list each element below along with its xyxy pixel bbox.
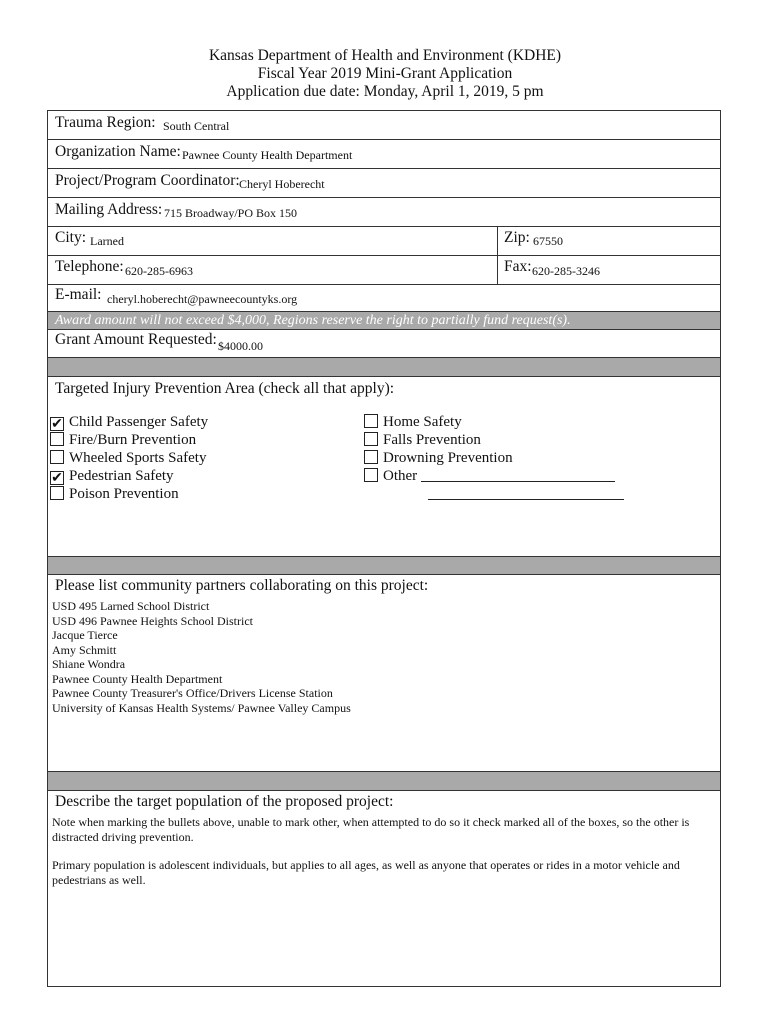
checkbox-home-safety[interactable] xyxy=(364,413,462,431)
trauma-region-label: Trauma Region: xyxy=(55,114,156,131)
checkbox-label: Other xyxy=(383,468,418,484)
checkbox-box[interactable] xyxy=(364,450,378,464)
population-text[interactable] xyxy=(52,815,712,901)
coordinator-label: Project/Program Coordinator: xyxy=(55,172,240,189)
other-input-line-1[interactable] xyxy=(421,481,615,482)
telephone-field[interactable]: 620-285-6963 xyxy=(125,264,193,278)
checkbox-box[interactable] xyxy=(50,432,64,446)
section-divider xyxy=(48,772,720,791)
partners-section xyxy=(48,575,720,772)
partners-list[interactable] xyxy=(52,599,351,715)
partner-item: University of Kansas Health Systems/ Pawnee Valley Campus xyxy=(52,700,351,715)
email-field[interactable]: cheryl.hoberecht@pawneecountyks.org xyxy=(107,292,298,306)
checkbox-drowning-prevention[interactable] xyxy=(364,449,513,467)
checkbox-child-passenger-safety[interactable] xyxy=(50,413,208,431)
city-field[interactable]: Larned xyxy=(90,234,124,248)
population-heading: Describe the target population of the proposed project: xyxy=(55,793,394,810)
checkbox-box[interactable] xyxy=(364,468,378,482)
partners-heading: Please list community partners collaborating on this project: xyxy=(55,577,429,594)
checkbox-label: Wheeled Sports Safety xyxy=(69,450,207,466)
checkbox-box[interactable] xyxy=(364,414,378,428)
fax-label: Fax: xyxy=(504,258,532,275)
coordinator-field[interactable]: Cheryl Hoberecht xyxy=(239,177,325,191)
population-section xyxy=(48,791,720,987)
checkbox-falls-prevention[interactable] xyxy=(364,431,481,449)
trauma-region-field[interactable]: South Central xyxy=(163,119,230,133)
mailing-field[interactable]: 715 Broadway/PO Box 150 xyxy=(164,206,297,220)
zip-field[interactable]: 67550 xyxy=(533,234,563,248)
application-form xyxy=(47,110,721,987)
grant-label: Grant Amount Requested: xyxy=(55,331,217,348)
city-label: City: xyxy=(55,229,87,246)
checkbox-label: Fire/Burn Prevention xyxy=(69,432,197,448)
mailing-row xyxy=(48,198,720,227)
partner-item: Amy Schmitt xyxy=(52,642,117,657)
checkbox-box[interactable]: ✔ xyxy=(51,417,63,432)
checkbox-label: Drowning Prevention xyxy=(383,450,513,466)
checkbox-box[interactable] xyxy=(50,450,64,464)
partner-item: Jacque Tierce xyxy=(52,628,118,642)
partner-item: Shiane Wondra xyxy=(52,657,126,671)
phone-fax-row xyxy=(48,256,720,285)
city-zip-row xyxy=(48,227,720,256)
section-divider xyxy=(48,358,720,377)
checkbox-other[interactable] xyxy=(364,467,417,485)
other-input-line-2[interactable] xyxy=(428,499,624,500)
checkbox-box[interactable] xyxy=(50,486,64,500)
checkbox-box[interactable]: ✔ xyxy=(51,471,63,486)
checkbox-label: Home Safety xyxy=(383,414,462,430)
partner-item: Pawnee County Treasurer's Office/Drivers License Station xyxy=(52,686,333,700)
mailing-label: Mailing Address: xyxy=(55,201,163,218)
organization-label: Organization Name: xyxy=(55,143,181,160)
email-label: E-mail: xyxy=(55,286,102,303)
award-note-bar xyxy=(48,312,720,330)
coordinator-row xyxy=(48,169,720,198)
form-title: Fiscal Year 2019 Mini-Grant Application xyxy=(257,65,513,82)
population-paragraph: Primary population is adolescent individuals, but applies to all ages, as well as anyone that operates or rides in a motor vehicle and pedestrians as well. xyxy=(52,858,680,887)
section-divider xyxy=(48,557,720,575)
column-divider xyxy=(497,256,498,284)
trauma-region-row xyxy=(48,111,720,140)
checkbox-label: Pedestrian Safety xyxy=(69,468,174,484)
grant-field[interactable]: $4000.00 xyxy=(218,339,263,353)
form-header xyxy=(0,47,770,101)
prevention-section xyxy=(48,377,720,557)
award-note: Award amount will not exceed $4,000, Regions reserve the right to partially fund request(s). xyxy=(55,313,571,328)
checkbox-wheeled-sports-safety[interactable] xyxy=(50,449,206,467)
fax-field[interactable]: 620-285-3246 xyxy=(532,264,600,278)
agency-title: Kansas Department of Health and Environment (KDHE) xyxy=(208,47,562,64)
checkbox-poison-prevention[interactable] xyxy=(50,485,179,503)
checkbox-label: Child Passenger Safety xyxy=(69,414,209,430)
zip-label: Zip: xyxy=(504,229,530,246)
email-row xyxy=(48,285,720,312)
population-paragraph: Note when marking the bullets above, unable to mark other, when attempted to do so it check marked all of the boxes, so the other is distracted driving prevention. xyxy=(52,815,690,844)
checkbox-pedestrian-safety[interactable] xyxy=(50,467,174,485)
checkbox-label: Falls Prevention xyxy=(383,432,481,448)
organization-field[interactable]: Pawnee County Health Department xyxy=(182,148,353,162)
checkbox-box[interactable] xyxy=(364,432,378,446)
organization-row xyxy=(48,140,720,169)
partner-item: USD 496 Pawnee Heights School District xyxy=(52,613,253,628)
prevention-heading: Targeted Injury Prevention Area (check all that apply): xyxy=(55,380,395,397)
column-divider xyxy=(497,227,498,255)
due-date: Application due date: Monday, April 1, 2019, 5 pm xyxy=(226,83,544,100)
partner-item: USD 495 Larned School District xyxy=(52,599,210,613)
checkbox-fire-burn-prevention[interactable] xyxy=(50,431,196,449)
grant-row xyxy=(48,330,720,358)
telephone-label: Telephone: xyxy=(55,258,124,275)
checkbox-label: Poison Prevention xyxy=(69,486,179,502)
partner-item: Pawnee County Health Department xyxy=(52,671,223,686)
